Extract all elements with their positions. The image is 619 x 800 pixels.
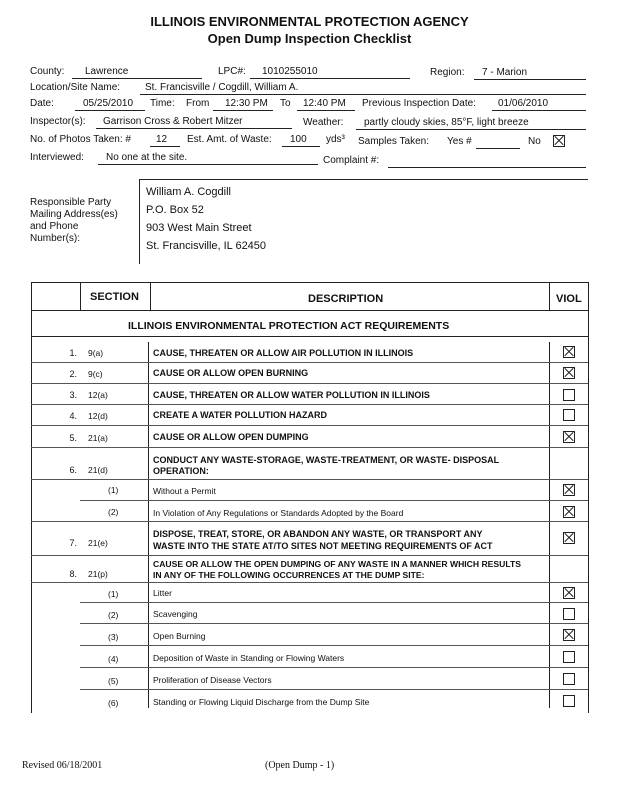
weather-label: Weather: [303, 117, 344, 128]
row-description: CAUSE, THREATEN OR ALLOW AIR POLLUTION IN ILLINOIS [153, 348, 414, 358]
viol-checkbox[interactable] [563, 629, 575, 641]
col-section: SECTION [90, 291, 139, 303]
county-label: County: [30, 66, 65, 77]
row-description: Scavenging [153, 609, 198, 619]
time-to-value[interactable]: 12:40 PM [303, 98, 346, 109]
inspectors-value[interactable]: Garrison Cross & Robert Mitzer [103, 116, 243, 127]
lpc-value[interactable]: 1010255010 [262, 66, 318, 77]
samples-no-label: No [528, 136, 541, 147]
row-description: Deposition of Waste in Standing or Flowing Waters [153, 653, 345, 663]
row-description: Litter [153, 588, 172, 598]
prev-inspection-label: Previous Inspection Date: [362, 98, 476, 109]
viol-checkbox[interactable] [563, 367, 575, 379]
row-sub-number: (2) [108, 507, 119, 517]
revised-date: Revised 06/18/2001 [22, 760, 103, 771]
interviewed-label: Interviewed: [30, 152, 84, 163]
row-section: 21(e) [88, 538, 108, 548]
waste-label: Est. Amt. of Waste: [187, 134, 272, 145]
samples-label: Samples Taken: [358, 136, 429, 147]
viol-checkbox[interactable] [563, 608, 575, 620]
requirements-table [31, 282, 589, 713]
row-number: 2. [69, 369, 77, 379]
photos-label: No. of Photos Taken: # [30, 134, 131, 145]
row-number: 5. [69, 433, 77, 443]
time-to-label: To [280, 98, 291, 109]
time-label: Time: [150, 98, 175, 109]
row-sub-number: (1) [108, 589, 119, 599]
row-number: 7. [69, 538, 77, 548]
row-sub-number: (4) [108, 654, 119, 664]
viol-checkbox[interactable] [563, 587, 575, 599]
row-section: 12(d) [88, 411, 108, 421]
col-viol: VIOL [556, 293, 582, 305]
row-section: 9(a) [88, 348, 104, 358]
row-sub-number: (3) [108, 632, 119, 642]
row-section: 21(a) [88, 433, 108, 443]
weather-value[interactable]: partly cloudy skies, 85°F, light breeze [364, 117, 529, 128]
row-description: Without a Permit [153, 486, 216, 496]
viol-checkbox[interactable] [563, 506, 575, 518]
lpc-label: LPC#: [218, 66, 246, 77]
row-sub-number: (6) [108, 698, 119, 708]
location-value[interactable]: St. Francisville / Cogdill, William A. [145, 82, 299, 93]
date-value[interactable]: 05/25/2010 [83, 98, 134, 109]
row-section: 9(c) [88, 369, 103, 379]
viol-checkbox[interactable] [563, 409, 575, 421]
row-section: 12(a) [88, 390, 108, 400]
row-description: CREATE A WATER POLLUTION HAZARD [153, 410, 327, 420]
photos-value[interactable]: 12 [156, 134, 168, 145]
row-description-line2: WASTE INTO THE STATE AT/TO SITES NOT MEETING REQUIREMENTS OF ACT [153, 541, 493, 551]
row-number: 1. [69, 348, 77, 358]
row-description-line1: CAUSE OR ALLOW THE OPEN DUMPING OF ANY WASTE IN A MANNER WHICH RESULTS [153, 559, 521, 569]
row-sub-number: (5) [108, 676, 119, 686]
interviewed-value[interactable]: No one at the site. [106, 152, 188, 163]
row-description: Open Burning [153, 631, 206, 641]
row-description: CAUSE OR ALLOW OPEN DUMPING [153, 432, 309, 442]
page-number: (Open Dump - 1) [265, 760, 335, 771]
county-value[interactable]: Lawrence [85, 66, 129, 77]
time-from-label: From [186, 98, 210, 109]
complaint-label: Complaint #: [323, 155, 380, 166]
form-title: Open Dump Inspection Checklist [207, 31, 412, 46]
viol-checkbox[interactable] [563, 532, 575, 544]
party-label: Responsible Party Mailing Address(es) and Phone Number(s): [30, 197, 118, 244]
row-description: In Violation of Any Regulations or Standards Adopted by the Board [153, 508, 404, 518]
row-section: 21(p) [88, 569, 108, 579]
prev-inspection-value[interactable]: 01/06/2010 [498, 98, 549, 109]
row-description: Proliferation of Disease Vectors [153, 675, 272, 685]
viol-checkbox[interactable] [563, 389, 575, 401]
row-sub-number: (2) [108, 610, 119, 620]
samples-yes-label: Yes # [447, 136, 472, 147]
region-value[interactable]: 7 - Marion [482, 67, 528, 78]
inspectors-label: Inspector(s): [30, 116, 86, 127]
location-label: Location/Site Name: [30, 82, 121, 93]
party-address[interactable]: William A. Cogdill P.O. Box 52 903 West Main Street St. Francisville, IL 62450 [146, 186, 267, 252]
waste-unit: yds³ [326, 134, 345, 145]
row-number: 6. [69, 465, 77, 475]
row-description-line1: DISPOSE, TREAT, STORE, OR ABANDON ANY WASTE, OR TRANSPORT ANY [153, 529, 483, 539]
row-number: 3. [69, 390, 77, 400]
time-from-value[interactable]: 12:30 PM [225, 98, 268, 109]
samples-no-checkbox[interactable] [553, 135, 565, 147]
row-description-line1: CONDUCT ANY WASTE-STORAGE, WASTE-TREATMENT, OR WASTE- DISPOSAL [153, 455, 500, 465]
row-description: Standing or Flowing Liquid Discharge from the Dump Site [153, 697, 370, 707]
date-label: Date: [30, 98, 54, 109]
row-number: 8. [69, 569, 77, 579]
viol-checkbox[interactable] [563, 651, 575, 663]
row-description: CAUSE OR ALLOW OPEN BURNING [153, 368, 309, 378]
region-label: Region: [430, 67, 465, 78]
row-section: 21(d) [88, 465, 108, 475]
viol-checkbox[interactable] [563, 673, 575, 685]
viol-checkbox[interactable] [563, 695, 575, 707]
row-description-line2: OPERATION: [153, 466, 209, 476]
col-description: DESCRIPTION [308, 293, 384, 305]
group-title: ILLINOIS ENVIRONMENTAL PROTECTION ACT REQUIREMENTS [128, 320, 450, 332]
row-description-line2: IN ANY OF THE FOLLOWING OCCURRENCES AT THE DUMP SITE: [153, 570, 425, 580]
row-number: 4. [69, 411, 77, 421]
waste-value[interactable]: 100 [290, 134, 307, 145]
row-sub-number: (1) [108, 485, 119, 495]
viol-checkbox[interactable] [563, 484, 575, 496]
viol-checkbox[interactable] [563, 431, 575, 443]
agency-title: ILLINOIS ENVIRONMENTAL PROTECTION AGENCY [150, 14, 469, 29]
row-description: CAUSE, THREATEN OR ALLOW WATER POLLUTION IN ILLINOIS [153, 390, 430, 400]
viol-checkbox[interactable] [563, 346, 575, 358]
